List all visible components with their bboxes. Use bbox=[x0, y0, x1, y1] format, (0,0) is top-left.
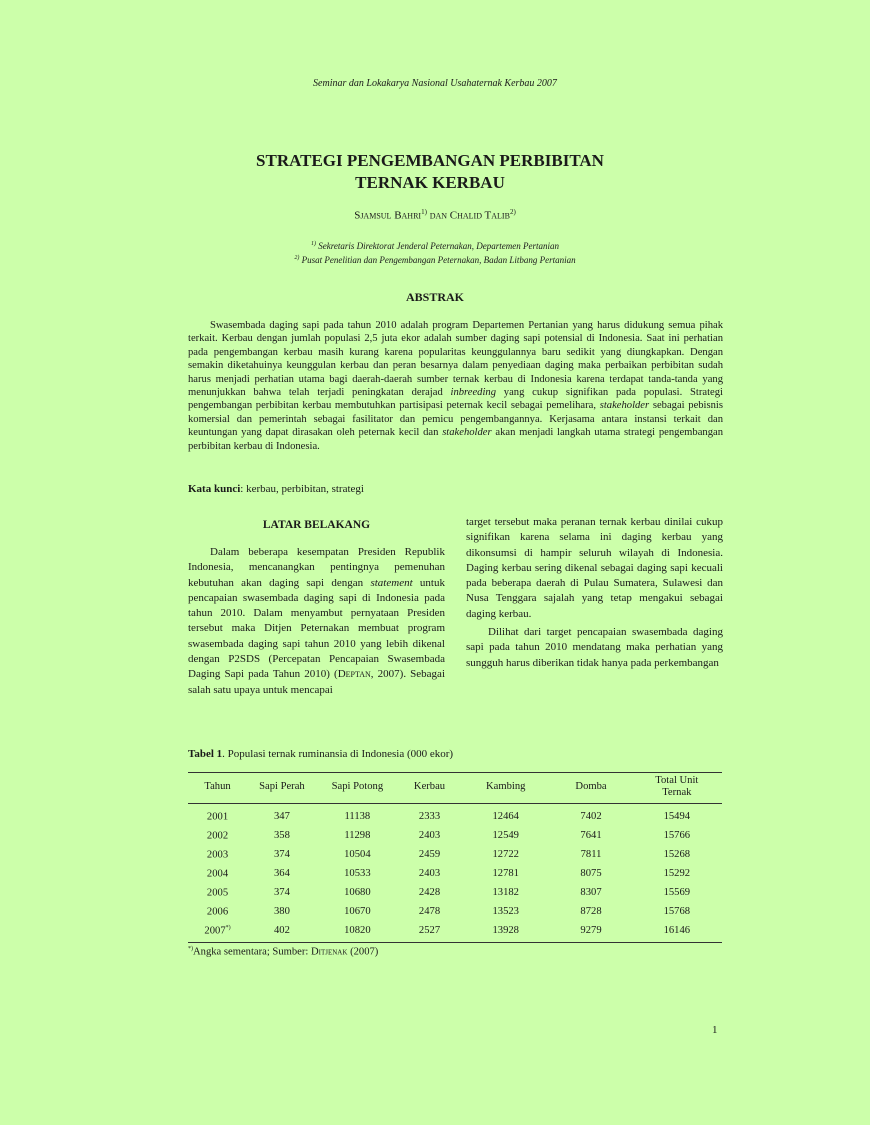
cell-domba: 9279 bbox=[550, 921, 631, 943]
cell-total: 15268 bbox=[663, 849, 691, 860]
cell-year bbox=[188, 921, 247, 943]
abstract-text bbox=[188, 319, 723, 453]
running-head: Seminar dan Lokakarya Nasional Usahaternak Kerbau 2007 bbox=[313, 78, 557, 89]
cell-sapi-perah: 364 bbox=[273, 868, 290, 879]
cell-sapi-potong: 10820 bbox=[317, 921, 398, 943]
keywords-label: Kata kunci bbox=[188, 483, 241, 495]
cell-sapi-perah: 358 bbox=[273, 830, 290, 841]
affiliation-2-text: Pusat Penelitian dan Pengembangan Peternakan, Badan Litbang Pertanian bbox=[299, 255, 576, 265]
abstract-italic-2: stakeholder bbox=[599, 400, 650, 412]
right-column bbox=[466, 515, 723, 671]
table-note bbox=[188, 946, 378, 958]
cell-sapi-potong: 10670 bbox=[344, 906, 371, 917]
affiliation-1-text: Sekretaris Direktorat Jenderal Peternakan, Departemen Pertanian bbox=[315, 241, 560, 251]
cell-kerbau: 2428 bbox=[418, 887, 441, 898]
title-line-2: TERNAK KERBAU bbox=[355, 173, 505, 192]
left-part-3: , 2007). Sebagai salah satu upaya untuk mencapai bbox=[188, 668, 445, 696]
year-value: 2004 bbox=[206, 868, 229, 880]
cell-domba: 7641 bbox=[580, 830, 602, 841]
cell-domba: 8307 bbox=[580, 887, 602, 898]
cell-kambing: 12549 bbox=[492, 830, 519, 841]
cell-year bbox=[188, 883, 247, 902]
left-column bbox=[188, 515, 445, 698]
right-paragraph-1: target tersebut maka peranan ternak kerbau dinilai cukup signifikan karena selama ini daging kerbau yang dikonsumsi di hampir seluruh wilayah di Indonesia. Daging kerbau sering dikenal sebagai daging sapi kecuali pada beberapa daerah di Pulau Sumatera, Sulawesi dan Nusa Tenggara sajalah yang tetap mengakui sebagai daging kerbau. bbox=[466, 516, 723, 620]
cell-kerbau: 2403 bbox=[418, 830, 441, 841]
table-note-source: Ditjenak bbox=[310, 946, 348, 958]
year-value: 2007 bbox=[204, 925, 226, 937]
title-line-1: STRATEGI PENGEMBANGAN PERBIBITAN bbox=[256, 151, 604, 170]
cell-kambing: 13182 bbox=[492, 887, 519, 898]
cell-total: 15494 bbox=[663, 811, 691, 822]
cell-total: 15766 bbox=[663, 830, 691, 841]
cell-kerbau: 2527 bbox=[398, 921, 461, 943]
abstract-heading: ABSTRAK bbox=[405, 290, 464, 304]
cell-domba: 8728 bbox=[580, 906, 602, 917]
cell-sapi-perah: 374 bbox=[273, 849, 290, 860]
abstract-part-1: Swasembada daging sapi pada tahun 2010 adalah program Departemen Pertanian yang harus didukung semua pihak terkait. Kerbau dengan jumlah populasi 2,5 juta ekor adalah sumber daging sapi potensial di Indonesia. Saat ini perhatian pada pengembangan kerbau masih kurang karena popularitas keunggulannya baru sedikit yang diungkapkan. Dengan semakin diketahuinya keunggulan kerbau dan peran besarnya dalam penyediaan daging maka perbaikan perbibitan sudah harus menjadi perhatian utama bagi daerah-daerah sumber ternak kerbau di Indonesia karena terdapat tanda-tanda yang menunjukkan bahwa telah terjadi peningkatan derajad bbox=[188, 320, 723, 399]
left-italic: statement bbox=[370, 576, 413, 589]
cell-kerbau: 2459 bbox=[418, 849, 441, 860]
left-part-2: untuk pencapaian swasembada daging sapi di Indonesia pada tahun 2010. Dalam menyambut pernyataan Presiden tersebut maka Ditjen Peternakan membuat program swasembada daging sapi tahun 2010 yang lebih dikenal dengan P2SDS (Percepatan Pencapaian Swasembada Daging Sapi pada Tahun 2010) ( bbox=[188, 576, 445, 681]
year-value: 2006 bbox=[206, 906, 229, 918]
left-paragraph bbox=[188, 545, 445, 698]
cell-total: 15292 bbox=[663, 868, 691, 879]
author-2-sup: 2) bbox=[509, 208, 516, 216]
year-sup: *) bbox=[225, 924, 231, 931]
cell-domba: 8075 bbox=[580, 868, 602, 879]
cell-sapi-potong: 10504 bbox=[344, 849, 371, 860]
table-caption-text: . Populasi ternak ruminansia di Indonesia (000 ekor) bbox=[222, 748, 454, 760]
cell-year bbox=[188, 845, 247, 864]
cell-sapi-potong: 11298 bbox=[344, 830, 371, 841]
header-total-text: Total Unit Ternak bbox=[655, 775, 699, 798]
cell-kambing: 12464 bbox=[492, 811, 519, 822]
authors bbox=[0, 208, 870, 222]
table-row bbox=[188, 804, 722, 827]
table-row bbox=[188, 902, 722, 921]
cell-sapi-potong: 10533 bbox=[344, 868, 371, 879]
abstract-italic-1: inbreeding bbox=[450, 387, 497, 399]
author-connector: dan bbox=[426, 209, 450, 222]
cell-year bbox=[188, 826, 247, 845]
cell-sapi-potong: 11138 bbox=[344, 811, 371, 822]
cell-sapi-perah: 374 bbox=[273, 887, 290, 898]
cell-sapi-perah: 380 bbox=[273, 906, 290, 917]
affiliation-1 bbox=[0, 241, 870, 251]
cell-kerbau: 2333 bbox=[418, 811, 441, 822]
year-value: 2001 bbox=[206, 811, 229, 823]
table-row bbox=[188, 826, 722, 845]
affiliation-2-sup: 2) bbox=[294, 255, 300, 261]
header-tahun: Tahun bbox=[188, 773, 247, 804]
header-total bbox=[632, 773, 722, 804]
table-caption-label: Tabel 1 bbox=[188, 748, 223, 760]
table-row bbox=[188, 883, 722, 902]
author-1-sup: 1) bbox=[421, 208, 427, 216]
cell-kerbau: 2478 bbox=[418, 906, 441, 917]
author-1: Sjamsul Bahri bbox=[354, 209, 422, 222]
section-heading: LATAR BELAKANG bbox=[262, 519, 371, 531]
year-value: 2002 bbox=[206, 830, 229, 842]
header-sapi-perah: Sapi Perah bbox=[247, 773, 317, 804]
population-table bbox=[188, 772, 722, 943]
cell-sapi-perah: 402 bbox=[247, 921, 317, 943]
cell-domba: 7811 bbox=[580, 849, 602, 860]
table-header-row bbox=[188, 773, 722, 804]
header-sapi-potong: Sapi Potong bbox=[317, 773, 398, 804]
abstract-part-4: akan menjadi langkah utama strategi pengembangan perbibitan kerbau di Indonesia. bbox=[188, 427, 724, 452]
abstract-part-3: sebagai pebisnis komersial dan pemerintah sebagai fasilitator dan pemicu pengembangannya. Kerjasama antara instansi terkait dan keuntungan yang dapat dirasakan oleh peternak kecil dan bbox=[188, 400, 723, 439]
left-part-1: Dalam beberapa kesempatan Presiden Republik Indonesia, mencanangkan pentingnya pemenuhan kebutuhan akan daging sapi dengan bbox=[188, 546, 445, 589]
cell-kambing: 13928 bbox=[461, 921, 550, 943]
keywords bbox=[188, 483, 723, 495]
author-2: Chalid Talib bbox=[449, 209, 510, 222]
cell-kambing: 13523 bbox=[492, 906, 519, 917]
year-value: 2003 bbox=[206, 849, 229, 861]
cell-sapi-potong: 10680 bbox=[344, 887, 371, 898]
cell-total: 16146 bbox=[632, 921, 722, 943]
cell-kambing: 12722 bbox=[492, 849, 519, 860]
right-paragraph-2: Dilihat dari target pencapaian swasembada daging sapi pada tahun 2010 mendatang maka perhatian yang sungguh harus diberikan tidak hanya pada perkembangan bbox=[466, 626, 723, 669]
affiliation-1-sup: 1) bbox=[310, 241, 316, 247]
cell-year bbox=[188, 804, 247, 827]
cell-year bbox=[188, 902, 247, 921]
header-domba: Domba bbox=[550, 773, 631, 804]
cell-total: 15768 bbox=[663, 906, 691, 917]
table-note-year: (2007) bbox=[347, 946, 379, 958]
cell-kambing: 12781 bbox=[492, 868, 519, 879]
cell-sapi-perah: 347 bbox=[273, 811, 290, 822]
table-caption bbox=[188, 748, 453, 760]
table-row bbox=[188, 864, 722, 883]
abstract-italic-3: stakeholder bbox=[442, 427, 492, 439]
header-kerbau: Kerbau bbox=[398, 773, 461, 804]
table-row bbox=[188, 921, 722, 943]
table-row bbox=[188, 845, 722, 864]
keywords-text: : kerbau, perbibitan, strategi bbox=[240, 483, 364, 495]
table-note-sup: *) bbox=[188, 946, 193, 952]
paper-title bbox=[150, 150, 710, 194]
header-kambing: Kambing bbox=[461, 773, 550, 804]
cell-year bbox=[188, 864, 247, 883]
cell-domba: 7402 bbox=[580, 811, 602, 822]
page-number: 1 bbox=[712, 1024, 718, 1036]
affiliation-2 bbox=[0, 255, 870, 265]
cell-total: 15569 bbox=[663, 887, 691, 898]
table-note-text: Angka sementara; Sumber: bbox=[193, 946, 311, 958]
cell-kerbau: 2403 bbox=[418, 868, 441, 879]
year-value: 2005 bbox=[206, 887, 229, 899]
left-citation: Deptan bbox=[337, 668, 371, 681]
abstract-part-2: yang cukup signifikan pada populasi. Strategi pengembangan perbibitan kerbau membutuhkan partisipasi peternak kecil sebagai pemelihara, bbox=[188, 387, 723, 412]
